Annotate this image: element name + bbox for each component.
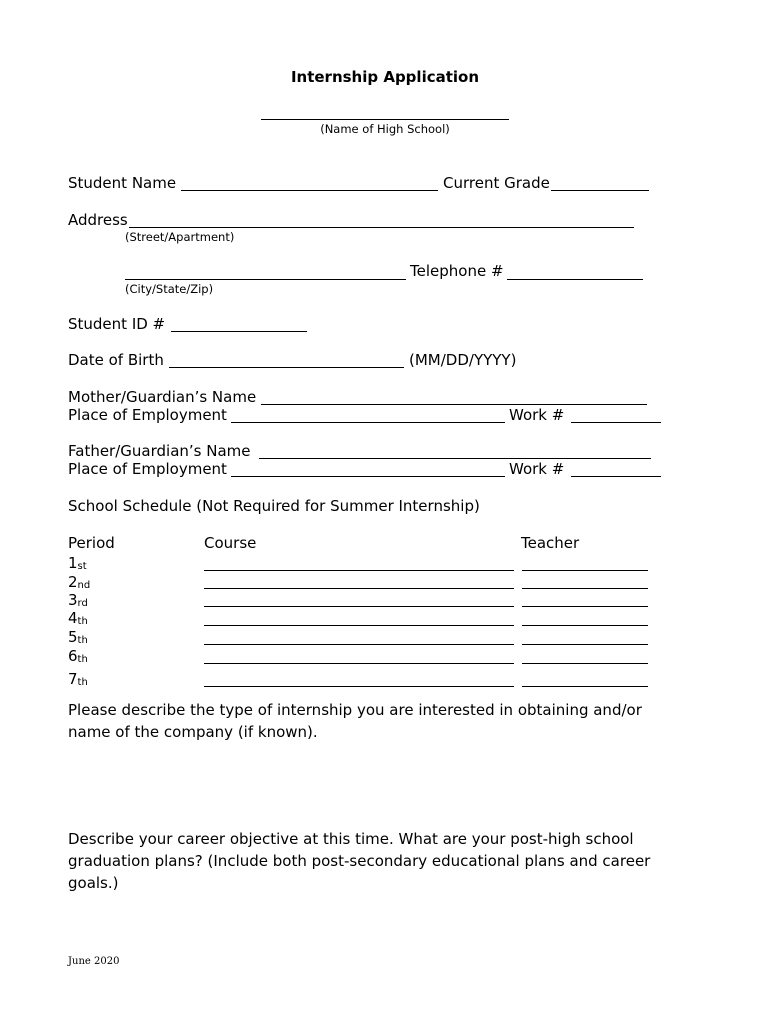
period-suffix: th bbox=[77, 677, 88, 688]
period-row-7 bbox=[68, 669, 88, 688]
course-field-1[interactable] bbox=[204, 570, 514, 571]
period-row-3 bbox=[68, 590, 88, 609]
period-suffix: st bbox=[77, 561, 87, 572]
mother-name-label: Mother/Guardian’s Name bbox=[68, 388, 257, 406]
course-field-2[interactable] bbox=[204, 588, 514, 589]
telephone-label: Telephone # bbox=[410, 262, 504, 280]
course-field-4[interactable] bbox=[204, 625, 514, 626]
dob-field[interactable] bbox=[169, 367, 404, 368]
father-work-label: Work # bbox=[509, 460, 565, 478]
period-number: 3 bbox=[68, 591, 78, 609]
schedule-heading: School Schedule (Not Required for Summer Internship) bbox=[68, 497, 480, 515]
student-id-field[interactable] bbox=[171, 331, 307, 332]
current-grade-field[interactable] bbox=[551, 190, 649, 191]
city-state-zip-field[interactable] bbox=[125, 279, 406, 280]
father-work-field[interactable] bbox=[571, 476, 661, 477]
period-number: 1 bbox=[68, 554, 78, 572]
teacher-field-7[interactable] bbox=[522, 686, 648, 687]
teacher-field-5[interactable] bbox=[522, 644, 648, 645]
teacher-field-1[interactable] bbox=[522, 570, 648, 571]
teacher-column-header: Teacher bbox=[521, 534, 580, 552]
career-question: Describe your career objective at this time. What are your post-high school graduation plans? (Include both post-secondary educational plans and career goals.) bbox=[68, 830, 651, 892]
period-number: 2 bbox=[68, 573, 78, 591]
student-id-label: Student ID # bbox=[68, 315, 166, 333]
course-field-3[interactable] bbox=[204, 606, 514, 607]
course-field-6[interactable] bbox=[204, 663, 514, 664]
father-name-field[interactable] bbox=[259, 458, 651, 459]
period-suffix: rd bbox=[77, 598, 88, 609]
mother-name-field[interactable] bbox=[261, 404, 647, 405]
father-employment-field[interactable] bbox=[231, 476, 505, 477]
street-caption: (Street/Apartment) bbox=[125, 230, 235, 244]
school-name-field[interactable] bbox=[261, 119, 509, 120]
address-label: Address bbox=[68, 211, 128, 229]
mother-work-field[interactable] bbox=[571, 422, 661, 423]
form-title: Internship Application bbox=[290, 68, 480, 86]
mother-employment-label: Place of Employment bbox=[68, 406, 227, 424]
mother-work-label: Work # bbox=[509, 406, 565, 424]
period-suffix: th bbox=[77, 616, 88, 627]
course-field-5[interactable] bbox=[204, 644, 514, 645]
internship-question: Please describe the type of internship you are interested in obtaining and/or name of the company (if known). bbox=[68, 701, 642, 741]
period-suffix: th bbox=[77, 654, 88, 665]
teacher-field-3[interactable] bbox=[522, 606, 648, 607]
period-row-6 bbox=[68, 646, 88, 665]
teacher-field-6[interactable] bbox=[522, 663, 648, 664]
street-address-field[interactable] bbox=[129, 227, 634, 228]
period-row-5 bbox=[68, 627, 88, 646]
mother-employment-field[interactable] bbox=[231, 422, 505, 423]
father-employment-label: Place of Employment bbox=[68, 460, 227, 478]
school-name-caption: (Name of High School) bbox=[320, 122, 450, 136]
current-grade-label: Current Grade bbox=[443, 174, 550, 192]
teacher-field-4[interactable] bbox=[522, 625, 648, 626]
dob-format: (MM/DD/YYYY) bbox=[409, 351, 517, 369]
period-number: 7 bbox=[68, 670, 78, 688]
footer-date: June 2020 bbox=[68, 956, 120, 967]
period-number: 6 bbox=[68, 647, 78, 665]
period-row-1 bbox=[68, 553, 87, 572]
telephone-field[interactable] bbox=[507, 279, 643, 280]
period-number: 4 bbox=[68, 609, 78, 627]
period-column-header: Period bbox=[68, 534, 115, 552]
student-name-field[interactable] bbox=[181, 190, 438, 191]
teacher-field-2[interactable] bbox=[522, 588, 648, 589]
period-row-4 bbox=[68, 608, 88, 627]
dob-label: Date of Birth bbox=[68, 351, 164, 369]
course-column-header: Course bbox=[204, 534, 257, 552]
city-caption: (City/State/Zip) bbox=[125, 282, 214, 296]
course-field-7[interactable] bbox=[204, 686, 514, 687]
period-number: 5 bbox=[68, 628, 78, 646]
student-name-label: Student Name bbox=[68, 174, 177, 192]
period-row-2 bbox=[68, 572, 90, 591]
father-name-label: Father/Guardian’s Name bbox=[68, 442, 251, 460]
period-suffix: th bbox=[77, 635, 88, 646]
period-suffix: nd bbox=[77, 580, 91, 591]
